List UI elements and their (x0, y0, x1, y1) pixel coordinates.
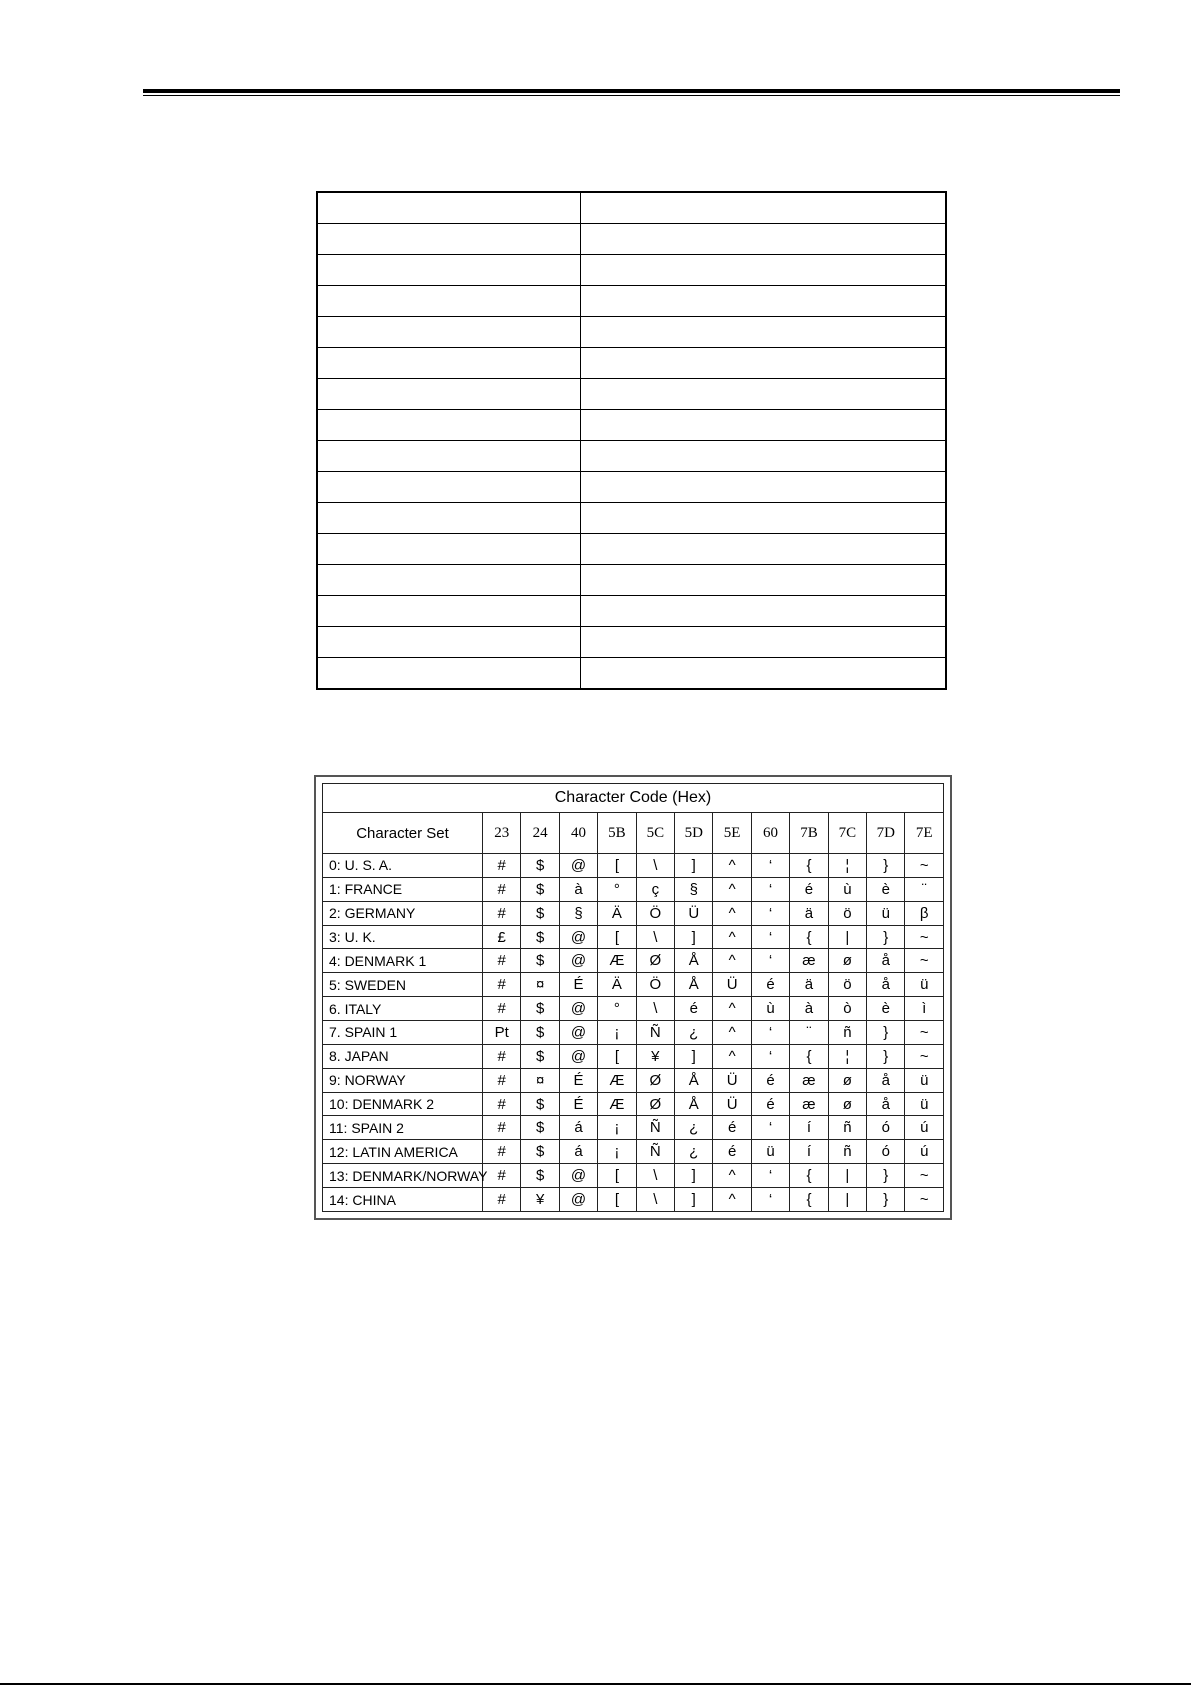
character-cell: Æ (598, 949, 636, 973)
character-cell: Ö (636, 973, 674, 997)
character-cell: $ (521, 854, 559, 878)
table-row (323, 925, 944, 949)
blank-table-row (317, 317, 946, 348)
character-cell: ¤ (521, 1068, 559, 1092)
character-set-name: 11: SPAIN 2 (323, 1116, 483, 1140)
character-set-name: 9: NORWAY (323, 1068, 483, 1092)
character-cell: @ (559, 1164, 597, 1188)
character-cell: Ü (713, 1068, 751, 1092)
character-cell: $ (521, 1140, 559, 1164)
character-cell: [ (598, 854, 636, 878)
character-cell: ] (675, 925, 713, 949)
character-cell: [ (598, 925, 636, 949)
character-cell: ¿ (675, 1021, 713, 1045)
character-cell: § (559, 901, 597, 925)
blank-table-row (317, 286, 946, 317)
character-cell: ‘ (751, 1021, 789, 1045)
character-cell: | (828, 1188, 866, 1212)
character-set-header: Character Set (323, 813, 483, 854)
blank-table-cell (581, 658, 947, 690)
character-cell: ‘ (751, 925, 789, 949)
character-cell: @ (559, 1188, 597, 1212)
character-cell: { (790, 1188, 828, 1212)
character-cell: è (867, 997, 905, 1021)
character-cell: ¨ (790, 1021, 828, 1045)
character-cell: # (483, 1164, 521, 1188)
character-code-figure (314, 775, 952, 1220)
character-cell: ~ (905, 925, 944, 949)
character-cell: Å (675, 1068, 713, 1092)
character-cell: ü (751, 1140, 789, 1164)
table-row (323, 1164, 944, 1188)
blank-table-cell (317, 192, 581, 224)
character-cell: ‘ (751, 1164, 789, 1188)
character-cell: β (905, 901, 944, 925)
blank-table-cell (581, 534, 947, 565)
code-header-cell: 60 (751, 813, 789, 854)
header-rule-thick (143, 89, 1120, 93)
character-cell: # (483, 997, 521, 1021)
blank-table-cell (581, 255, 947, 286)
character-cell: æ (790, 1068, 828, 1092)
character-cell: ä (790, 901, 828, 925)
character-cell: } (867, 1164, 905, 1188)
character-cell: { (790, 1164, 828, 1188)
character-cell: ú (905, 1140, 944, 1164)
character-cell: @ (559, 925, 597, 949)
character-cell: ^ (713, 925, 751, 949)
character-cell: @ (559, 949, 597, 973)
character-cell: é (790, 877, 828, 901)
character-cell: á (559, 1116, 597, 1140)
table-row (323, 1116, 944, 1140)
character-cell: $ (521, 925, 559, 949)
table-row (323, 901, 944, 925)
blank-table-row (317, 503, 946, 534)
character-cell: ¦ (828, 854, 866, 878)
character-cell: å (867, 949, 905, 973)
character-cell: ¿ (675, 1140, 713, 1164)
character-cell: ¥ (636, 1044, 674, 1068)
character-cell: } (867, 1021, 905, 1045)
character-cell: ü (905, 1068, 944, 1092)
character-cell: Ä (598, 973, 636, 997)
character-cell: # (483, 1044, 521, 1068)
blank-table-cell (317, 255, 581, 286)
character-set-name: 5: SWEDEN (323, 973, 483, 997)
character-cell: ó (867, 1140, 905, 1164)
character-cell: ¡ (598, 1140, 636, 1164)
character-cell: á (559, 1140, 597, 1164)
table-row (323, 877, 944, 901)
character-cell: \ (636, 1188, 674, 1212)
character-cell: ¿ (675, 1116, 713, 1140)
character-cell: ñ (828, 1140, 866, 1164)
character-cell: Æ (598, 1068, 636, 1092)
character-cell: @ (559, 1021, 597, 1045)
character-cell: [ (598, 1188, 636, 1212)
character-cell: ^ (713, 877, 751, 901)
character-cell: # (483, 854, 521, 878)
character-cell: é (751, 1092, 789, 1116)
character-cell: $ (521, 1164, 559, 1188)
character-cell: # (483, 1092, 521, 1116)
character-cell: ~ (905, 1188, 944, 1212)
character-set-name: 7. SPAIN 1 (323, 1021, 483, 1045)
blank-table-cell (581, 503, 947, 534)
character-cell: ñ (828, 1021, 866, 1045)
character-cell: § (675, 877, 713, 901)
character-cell: $ (521, 901, 559, 925)
character-cell: í (790, 1140, 828, 1164)
character-cell: | (828, 1164, 866, 1188)
table-row (323, 854, 944, 878)
character-cell: $ (521, 1116, 559, 1140)
character-cell: ö (828, 973, 866, 997)
character-cell: $ (521, 1092, 559, 1116)
blank-table-cell (581, 348, 947, 379)
blank-table-cell (581, 596, 947, 627)
blank-table-cell (581, 565, 947, 596)
character-cell: ^ (713, 901, 751, 925)
code-header-cell: 7D (867, 813, 905, 854)
blank-table-cell (317, 286, 581, 317)
character-cell: Ø (636, 1092, 674, 1116)
character-cell: ‘ (751, 949, 789, 973)
character-cell: ì (905, 997, 944, 1021)
character-cell: { (790, 854, 828, 878)
character-cell: ¤ (521, 973, 559, 997)
character-cell: ù (751, 997, 789, 1021)
character-cell: [ (598, 1044, 636, 1068)
character-set-name: 2: GERMANY (323, 901, 483, 925)
character-cell: @ (559, 854, 597, 878)
character-cell: Ä (598, 901, 636, 925)
character-cell: ~ (905, 949, 944, 973)
character-cell: { (790, 925, 828, 949)
code-header-cell: 7C (828, 813, 866, 854)
character-cell: ‘ (751, 1188, 789, 1212)
character-cell: É (559, 1092, 597, 1116)
character-cell: ‘ (751, 877, 789, 901)
character-cell: Ü (713, 973, 751, 997)
code-header-cell: 7B (790, 813, 828, 854)
character-cell: # (483, 973, 521, 997)
character-set-name: 8. JAPAN (323, 1044, 483, 1068)
character-cell: } (867, 925, 905, 949)
character-cell: ñ (828, 1116, 866, 1140)
character-cell: ‘ (751, 854, 789, 878)
character-cell: Ñ (636, 1140, 674, 1164)
character-cell: @ (559, 1044, 597, 1068)
blank-table-cell (317, 317, 581, 348)
character-set-name: 0: U. S. A. (323, 854, 483, 878)
character-cell: $ (521, 997, 559, 1021)
character-cell: é (751, 973, 789, 997)
character-cell: \ (636, 854, 674, 878)
character-cell: ¨ (905, 877, 944, 901)
blank-table-row (317, 192, 946, 224)
character-cell: Ü (675, 901, 713, 925)
character-cell: ‘ (751, 1044, 789, 1068)
blank-table-cell (317, 348, 581, 379)
character-cell: è (867, 877, 905, 901)
character-cell: é (751, 1068, 789, 1092)
character-cell: Ø (636, 1068, 674, 1092)
blank-table-cell (317, 534, 581, 565)
character-cell: é (713, 1116, 751, 1140)
blank-table-row (317, 255, 946, 286)
character-cell: æ (790, 949, 828, 973)
character-cell: ä (790, 973, 828, 997)
table-row (323, 1140, 944, 1164)
blank-table-row (317, 534, 946, 565)
character-set-name: 6. ITALY (323, 997, 483, 1021)
character-cell: | (828, 925, 866, 949)
character-cell: ° (598, 997, 636, 1021)
blank-table (316, 191, 947, 690)
table-caption: Character Code (Hex) (323, 784, 944, 813)
table-row (323, 1188, 944, 1212)
blank-table-cell (581, 472, 947, 503)
character-cell: à (559, 877, 597, 901)
character-cell: ^ (713, 1044, 751, 1068)
character-cell: $ (521, 949, 559, 973)
character-cell: ö (828, 901, 866, 925)
blank-table-cell (317, 224, 581, 255)
character-cell: # (483, 1116, 521, 1140)
character-cell: ú (905, 1116, 944, 1140)
code-table-body (323, 854, 944, 1212)
table-row (323, 973, 944, 997)
character-cell: ‘ (751, 1116, 789, 1140)
blank-table-row (317, 596, 946, 627)
character-cell: Ø (636, 949, 674, 973)
character-cell: ^ (713, 1164, 751, 1188)
code-header-cell: 5B (598, 813, 636, 854)
character-cell: ü (867, 901, 905, 925)
blank-table-cell (317, 441, 581, 472)
character-set-name: 12: LATIN AMERICA (323, 1140, 483, 1164)
character-cell: ] (675, 1188, 713, 1212)
character-cell: $ (521, 1044, 559, 1068)
blank-table-cell (317, 410, 581, 441)
character-cell: í (790, 1116, 828, 1140)
character-cell: ^ (713, 1188, 751, 1212)
character-cell: { (790, 1044, 828, 1068)
character-cell: ¡ (598, 1021, 636, 1045)
code-header-cell: 23 (483, 813, 521, 854)
code-header-cell: 40 (559, 813, 597, 854)
character-cell: $ (521, 877, 559, 901)
character-cell: ü (905, 1092, 944, 1116)
blank-table-row (317, 379, 946, 410)
character-cell: ¡ (598, 1116, 636, 1140)
character-set-name: 1: FRANCE (323, 877, 483, 901)
character-cell: Å (675, 1092, 713, 1116)
character-set-name: 14: CHINA (323, 1188, 483, 1212)
character-cell: é (713, 1140, 751, 1164)
blank-table-cell (317, 379, 581, 410)
character-cell: Ñ (636, 1021, 674, 1045)
blank-table-cell (581, 441, 947, 472)
character-cell: [ (598, 1164, 636, 1188)
character-code-table (322, 783, 944, 1212)
table-row (323, 1092, 944, 1116)
character-cell: Pt (483, 1021, 521, 1045)
character-cell: Ñ (636, 1116, 674, 1140)
character-cell: ] (675, 1164, 713, 1188)
character-cell: ^ (713, 854, 751, 878)
character-cell: à (790, 997, 828, 1021)
character-cell: å (867, 1068, 905, 1092)
character-cell: # (483, 877, 521, 901)
blank-table-cell (581, 192, 947, 224)
character-cell: \ (636, 997, 674, 1021)
character-cell: } (867, 1188, 905, 1212)
character-cell: ] (675, 854, 713, 878)
table-row (323, 1044, 944, 1068)
character-cell: ] (675, 1044, 713, 1068)
character-cell: ó (867, 1116, 905, 1140)
character-cell: # (483, 1188, 521, 1212)
blank-table-cell (317, 503, 581, 534)
character-cell: é (675, 997, 713, 1021)
code-header-row (323, 813, 944, 854)
blank-table-cell (581, 379, 947, 410)
character-cell: ò (828, 997, 866, 1021)
character-cell: } (867, 1044, 905, 1068)
character-cell: ~ (905, 854, 944, 878)
character-cell: ¥ (521, 1188, 559, 1212)
header-rule-thin (143, 95, 1120, 96)
character-cell: ^ (713, 1021, 751, 1045)
character-cell: æ (790, 1092, 828, 1116)
character-cell: ° (598, 877, 636, 901)
code-header-cell: 5E (713, 813, 751, 854)
code-header-cell: 5C (636, 813, 674, 854)
blank-table-row (317, 627, 946, 658)
blank-table-cell (581, 410, 947, 441)
blank-table-cell (581, 627, 947, 658)
blank-table-cell (317, 596, 581, 627)
character-cell: } (867, 854, 905, 878)
character-cell: ø (828, 1068, 866, 1092)
table-row (323, 1021, 944, 1045)
code-header-cell: 7E (905, 813, 944, 854)
character-cell: \ (636, 925, 674, 949)
character-cell: ø (828, 1092, 866, 1116)
blank-table-row (317, 565, 946, 596)
blank-table-cell (581, 224, 947, 255)
character-cell: ü (905, 973, 944, 997)
blank-table-cell (317, 627, 581, 658)
character-cell: ~ (905, 1164, 944, 1188)
table-row (323, 997, 944, 1021)
character-set-name: 3: U. K. (323, 925, 483, 949)
blank-table-cell (317, 565, 581, 596)
character-cell: Å (675, 973, 713, 997)
code-header-cell: 24 (521, 813, 559, 854)
table-row (323, 949, 944, 973)
character-cell: £ (483, 925, 521, 949)
character-cell: @ (559, 997, 597, 1021)
character-set-name: 4: DENMARK 1 (323, 949, 483, 973)
character-cell: # (483, 901, 521, 925)
character-cell: \ (636, 1164, 674, 1188)
character-cell: É (559, 973, 597, 997)
character-cell: Ü (713, 1092, 751, 1116)
blank-table-row (317, 348, 946, 379)
blank-table-row (317, 472, 946, 503)
character-cell: É (559, 1068, 597, 1092)
blank-table-body (317, 192, 946, 689)
character-cell: ^ (713, 949, 751, 973)
character-cell: ‘ (751, 901, 789, 925)
blank-table-cell (581, 286, 947, 317)
character-cell: å (867, 1092, 905, 1116)
code-header-cell: 5D (675, 813, 713, 854)
character-set-name: 10: DENMARK 2 (323, 1092, 483, 1116)
blank-table-row (317, 658, 946, 690)
character-cell: # (483, 1068, 521, 1092)
table-row (323, 1068, 944, 1092)
blank-table-cell (581, 317, 947, 348)
blank-table-cell (317, 658, 581, 690)
blank-table-row (317, 410, 946, 441)
blank-table-row (317, 224, 946, 255)
character-cell: å (867, 973, 905, 997)
character-cell: ~ (905, 1021, 944, 1045)
character-cell: ~ (905, 1044, 944, 1068)
character-cell: ¦ (828, 1044, 866, 1068)
character-cell: ø (828, 949, 866, 973)
character-cell: Æ (598, 1092, 636, 1116)
character-cell: Ö (636, 901, 674, 925)
character-cell: ^ (713, 997, 751, 1021)
character-cell: ç (636, 877, 674, 901)
blank-table-row (317, 441, 946, 472)
character-cell: $ (521, 1021, 559, 1045)
character-cell: ù (828, 877, 866, 901)
character-cell: # (483, 1140, 521, 1164)
character-cell: # (483, 949, 521, 973)
character-set-name: 13: DENMARK/NORWAY (323, 1164, 483, 1188)
blank-table-cell (317, 472, 581, 503)
character-cell: Å (675, 949, 713, 973)
